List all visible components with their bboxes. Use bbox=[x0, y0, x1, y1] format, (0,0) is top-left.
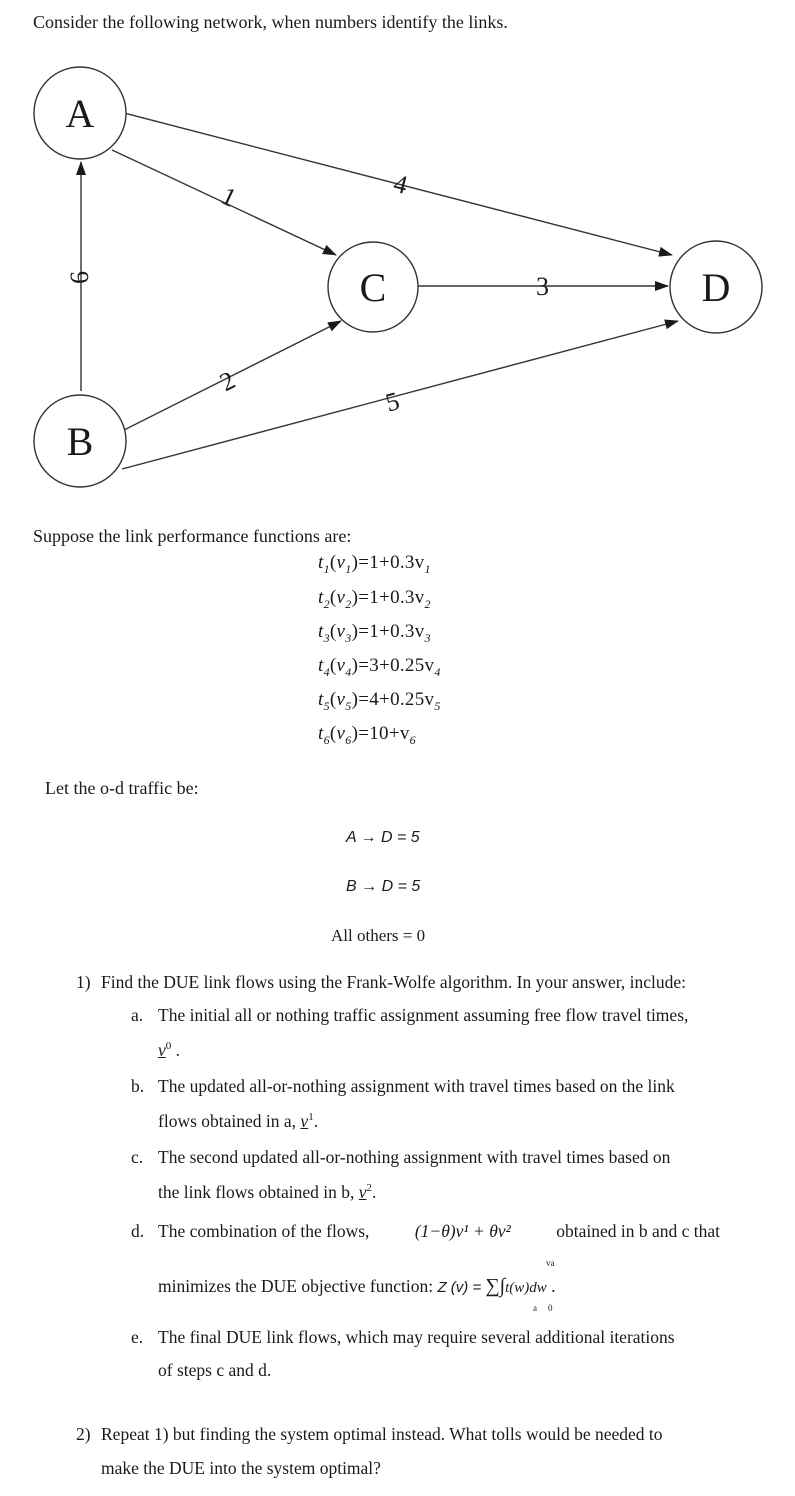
od-a-d: A → D = 5 bbox=[346, 829, 420, 846]
q1d-line1: The combination of the flows, (1−θ)v¹ + θv² obtained in b and c that bbox=[158, 1221, 720, 1241]
q1e-line2: of steps c and d. bbox=[158, 1360, 272, 1380]
link-label-2: 2 bbox=[215, 365, 240, 398]
q1a-letter: a. bbox=[131, 1005, 144, 1025]
link-5 bbox=[122, 321, 678, 469]
node-label-c: C bbox=[359, 265, 387, 310]
network-diagram bbox=[0, 55, 795, 505]
node-label-a: A bbox=[65, 91, 95, 136]
function-5: $t_5(v_5)=4+0.25v_5$ bbox=[318, 689, 441, 713]
intro-text: Consider the following network, when numbers identify the links. bbox=[33, 12, 508, 32]
q1d-upper-limit: va bbox=[546, 1258, 555, 1268]
q1d-line2: minimizes the DUE objective function: Z (v) = ∑∫t(w)dw . bbox=[158, 1275, 556, 1297]
q2-line1: Repeat 1) but finding the system optimal instead. What tolls would be needed to bbox=[101, 1424, 663, 1444]
q1c-line1: The second updated all-or-nothing assignment with travel times based on bbox=[158, 1147, 671, 1167]
q1b-line2: flows obtained in a, $v^1$. bbox=[158, 1111, 319, 1131]
function-3: $t_3(v_3)=1+0.3v_3$ bbox=[318, 621, 431, 645]
link-label-5: 5 bbox=[382, 386, 403, 418]
performance-intro: Suppose the link performance functions are: bbox=[33, 526, 352, 546]
q1a-line1: The initial all or nothing traffic assignment assuming free flow travel times, bbox=[158, 1005, 689, 1025]
link-label-4: 4 bbox=[390, 168, 411, 200]
q1b-letter: b. bbox=[131, 1076, 145, 1096]
od-intro: Let the o-d traffic be: bbox=[45, 778, 199, 798]
q1d-lower-a: a bbox=[533, 1303, 537, 1313]
node-b bbox=[34, 395, 126, 487]
od-b-d: B → D = 5 bbox=[346, 878, 421, 895]
function-1: $t_1(v_1)=1+0.3v_1$ bbox=[318, 552, 431, 576]
function-6: $t_6(v_6)=10+v_6$ bbox=[318, 723, 416, 747]
q1-text: Find the DUE link flows using the Frank-Wolfe algorithm. In your answer, include: bbox=[101, 972, 687, 992]
q1c-line2: the link flows obtained in b, $v^2$. bbox=[158, 1182, 377, 1202]
od-others: All others = 0 bbox=[331, 926, 426, 945]
link-label-6: 6 bbox=[65, 271, 94, 284]
q1d-lower-0: 0 bbox=[548, 1303, 553, 1313]
node-c bbox=[328, 242, 418, 332]
q1e-line1: The final DUE link flows, which may require several additional iterations bbox=[158, 1327, 675, 1347]
node-a bbox=[34, 67, 126, 159]
link-label-3: 3 bbox=[536, 272, 549, 301]
q1d-letter: d. bbox=[131, 1221, 145, 1241]
q1-number: 1) bbox=[76, 972, 91, 992]
q1e-letter: e. bbox=[131, 1327, 144, 1347]
q1c-letter: c. bbox=[131, 1147, 144, 1167]
q2-number: 2) bbox=[76, 1424, 91, 1444]
q1a-line2: $v^0$ . bbox=[158, 1040, 181, 1060]
node-label-d: D bbox=[701, 265, 731, 310]
function-4: $t_4(v_4)=3+0.25v_4$ bbox=[318, 655, 441, 679]
node-label-b: B bbox=[66, 419, 94, 464]
function-2: $t_2(v_2)=1+0.3v_2$ bbox=[318, 587, 431, 611]
q1b-line1: The updated all-or-nothing assignment with travel times based on the link bbox=[158, 1076, 675, 1096]
link-label-1: 1 bbox=[216, 181, 241, 213]
node-d bbox=[670, 241, 762, 333]
q2-line2: make the DUE into the system optimal? bbox=[101, 1458, 381, 1478]
q1d-formula: (1−θ)v¹ + θv² bbox=[414, 1221, 511, 1241]
